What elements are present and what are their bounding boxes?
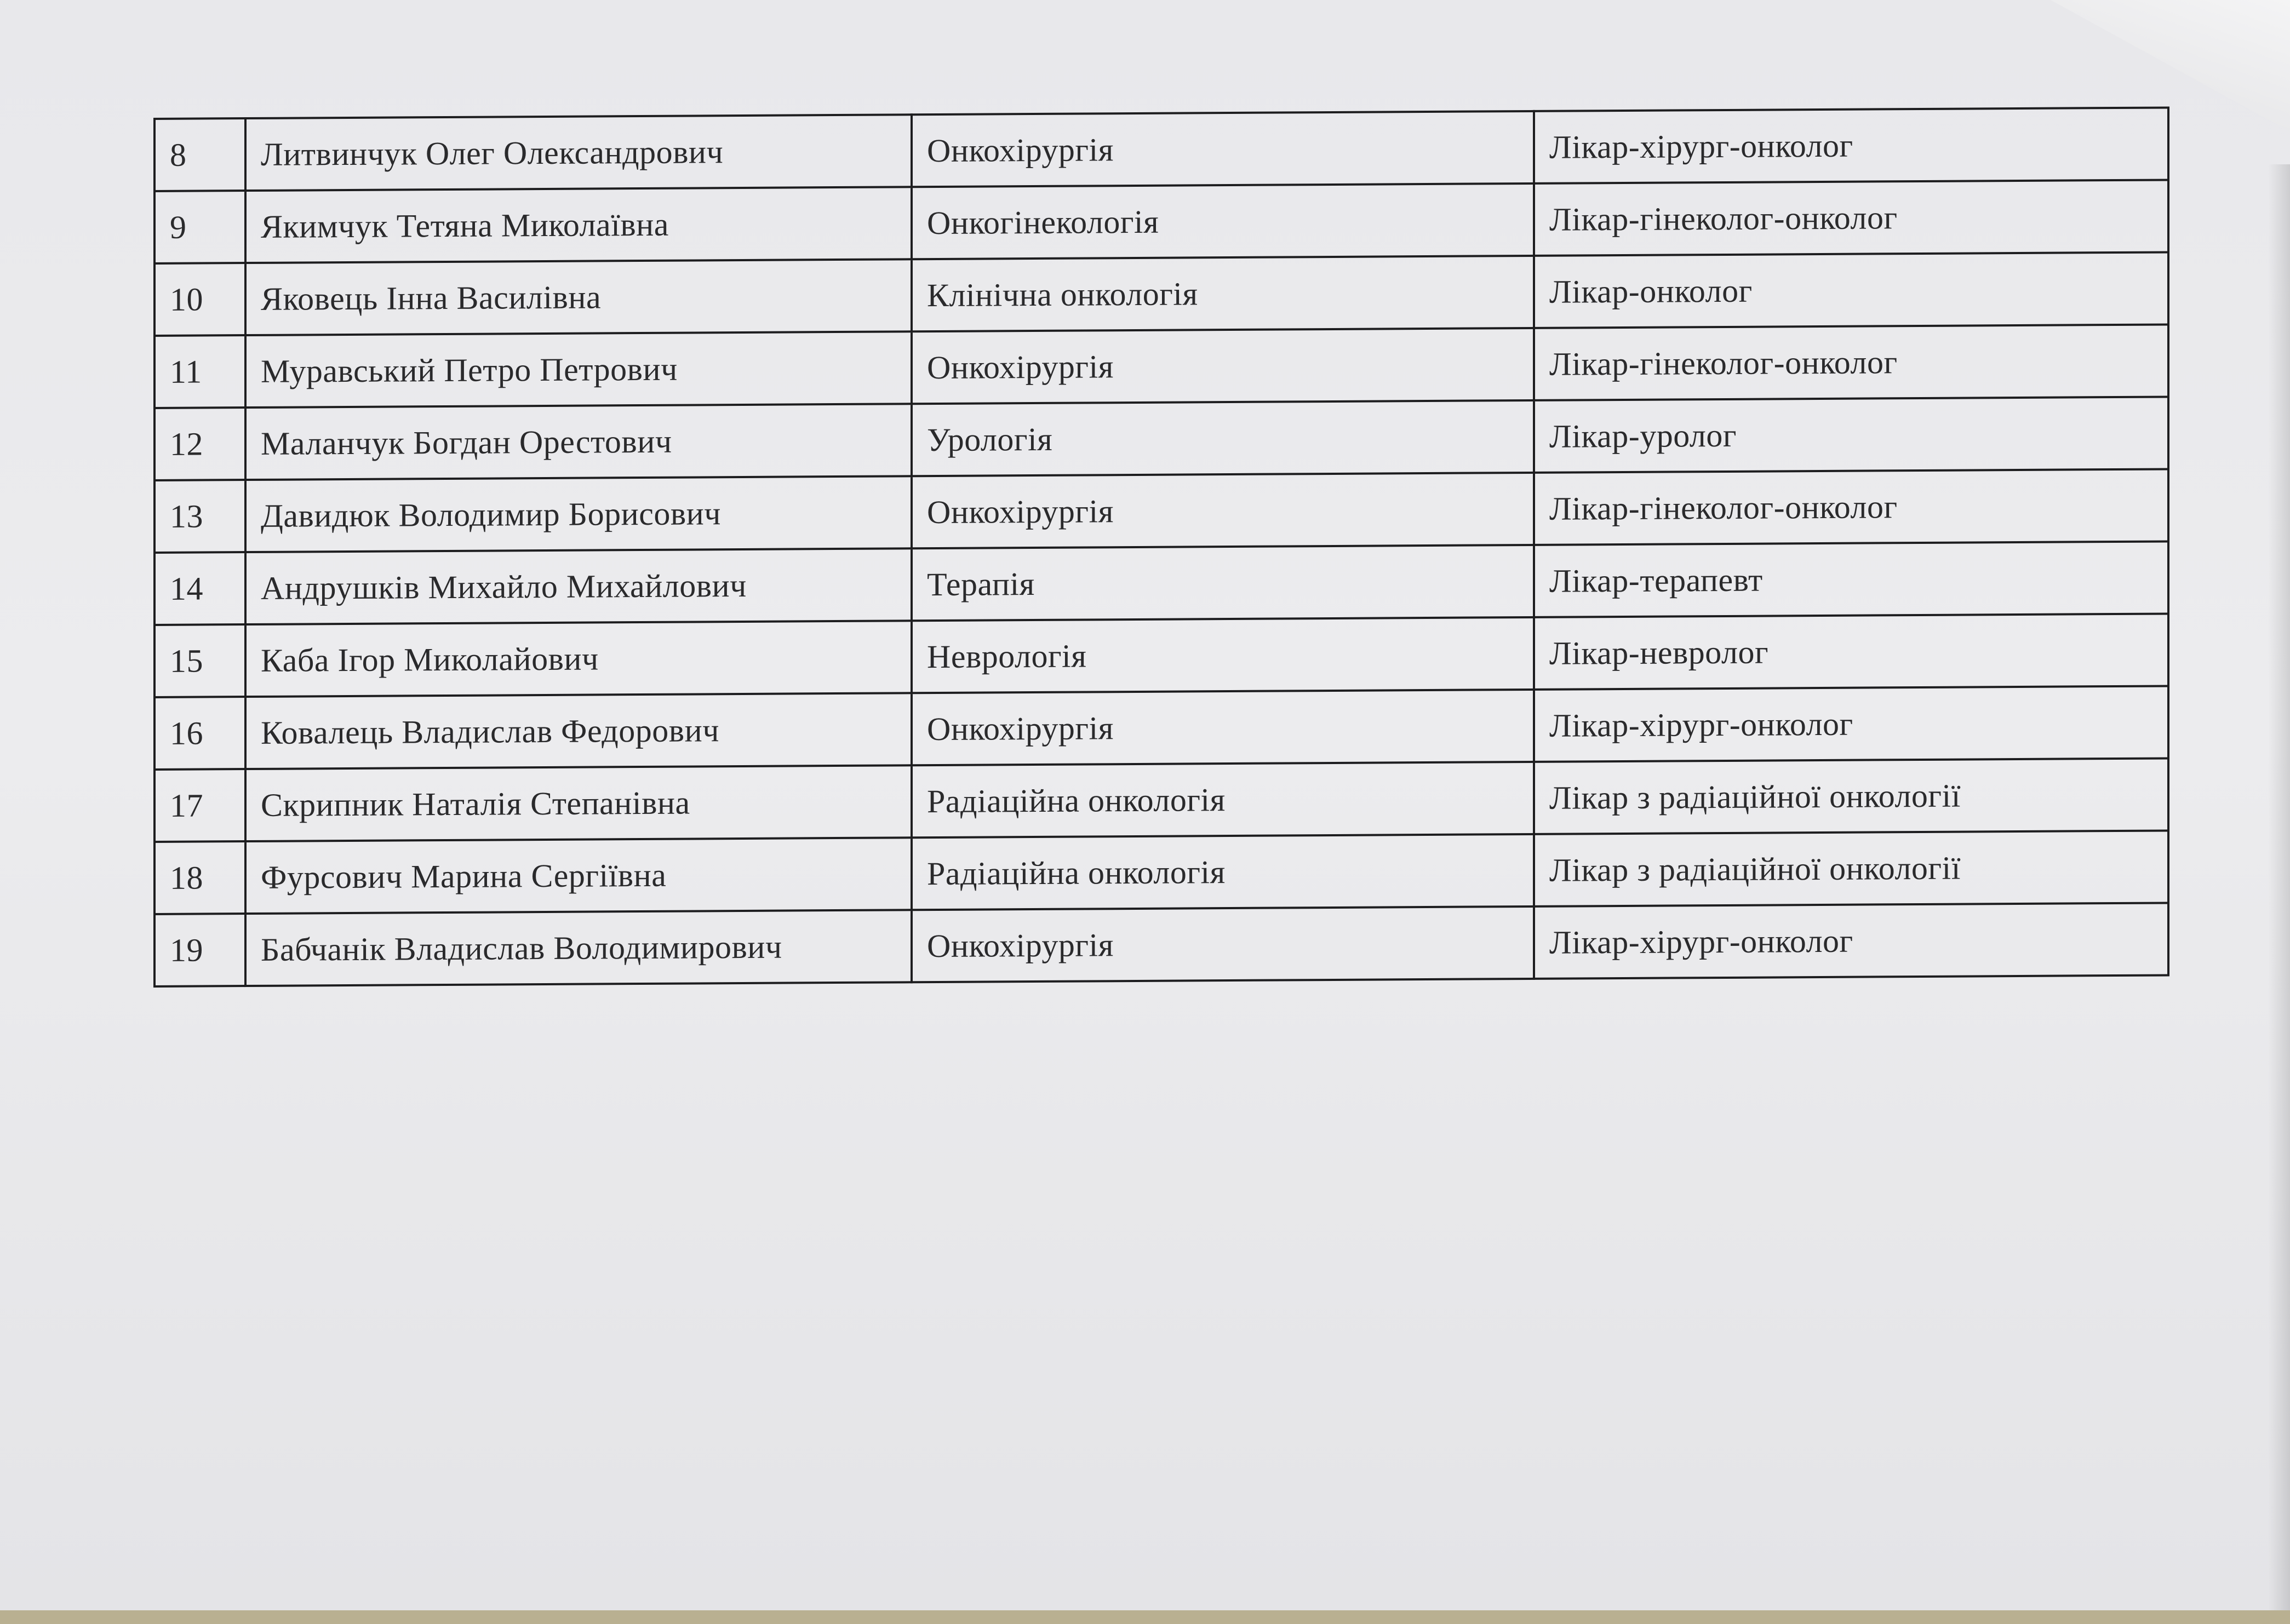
table-row: [154, 180, 2168, 263]
position: Лікар-гінеколог-онколог: [1534, 180, 2168, 255]
table-row: [154, 758, 2168, 842]
row-number: 10: [154, 263, 245, 336]
table-row: [154, 541, 2168, 625]
staff-table: [153, 106, 2169, 988]
position: Лікар-хірург-онколог: [1534, 107, 2168, 183]
employee-name: Литвинчук Олег Олександрович: [245, 114, 912, 191]
employee-name: Якимчук Тетяна Миколаївна: [245, 187, 912, 263]
employee-name: Давидюк Володимир Борисович: [245, 476, 912, 552]
employee-name: Бабчанік Владислав Володимирович: [245, 910, 912, 986]
department: Онкохірургія: [912, 328, 1534, 404]
row-number: 14: [154, 552, 245, 625]
position: Лікар-гінеколог-онколог: [1534, 324, 2168, 400]
table-row: [154, 324, 2168, 408]
table-row: [154, 830, 2168, 914]
row-number: 16: [154, 697, 245, 770]
row-number: 19: [154, 914, 245, 986]
department: Онкохірургія: [912, 690, 1534, 765]
page-edge-shadow: [2268, 164, 2290, 1610]
table-row: [154, 107, 2168, 191]
row-number: 9: [154, 191, 245, 263]
row-number: 13: [154, 480, 245, 553]
department: Терапія: [912, 545, 1534, 621]
department: Неврологія: [912, 617, 1534, 693]
employee-name: Маланчук Богдан Орестович: [245, 404, 912, 480]
employee-name: Яковець Інна Василівна: [245, 259, 912, 335]
department: Онкогінекологія: [912, 183, 1534, 259]
department: Онкохірургія: [912, 111, 1534, 187]
position: Лікар-уролог: [1534, 397, 2168, 472]
position: Лікар з радіаційної онкології: [1534, 830, 2168, 906]
employee-name: Фурсович Марина Сергіївна: [245, 837, 912, 914]
table-row: [154, 903, 2168, 986]
department: Онкохірургія: [912, 473, 1534, 548]
position: Лікар-невролог: [1534, 613, 2168, 689]
position: Лікар-гінеколог-онколог: [1534, 469, 2168, 544]
department: Радіаційна онкологія: [912, 834, 1534, 910]
employee-name: Скрипник Наталія Степанівна: [245, 765, 912, 841]
employee-name: Муравський Петро Петрович: [245, 331, 912, 408]
position: Лікар-хірург-онколог: [1534, 903, 2168, 978]
table-row: [154, 686, 2168, 770]
row-number: 8: [154, 118, 245, 191]
row-number: 18: [154, 841, 245, 914]
position: Лікар-терапевт: [1534, 541, 2168, 617]
department: Клінічна онкологія: [912, 256, 1534, 331]
row-number: 11: [154, 335, 245, 408]
row-number: 12: [154, 408, 245, 480]
position: Лікар-хірург-онколог: [1534, 686, 2168, 761]
employee-name: Каба Ігор Миколайович: [245, 621, 912, 697]
department: Радіаційна онкологія: [912, 762, 1534, 837]
table-row: [154, 397, 2168, 480]
table-surface-strip: [0, 1610, 2290, 1624]
row-number: 17: [154, 769, 245, 842]
employee-name: Андрушків Михайло Михайлович: [245, 548, 912, 624]
department: Урологія: [912, 400, 1534, 476]
table-row: [154, 469, 2168, 553]
table-row: [154, 613, 2168, 697]
row-number: 15: [154, 624, 245, 697]
table-row: [154, 252, 2168, 336]
position: Лікар-онколог: [1534, 252, 2168, 328]
employee-name: Ковалець Владислав Федорович: [245, 693, 912, 769]
department: Онкохірургія: [912, 906, 1534, 982]
position: Лікар з радіаційної онкології: [1534, 758, 2168, 834]
staff-table-body: [154, 107, 2168, 986]
